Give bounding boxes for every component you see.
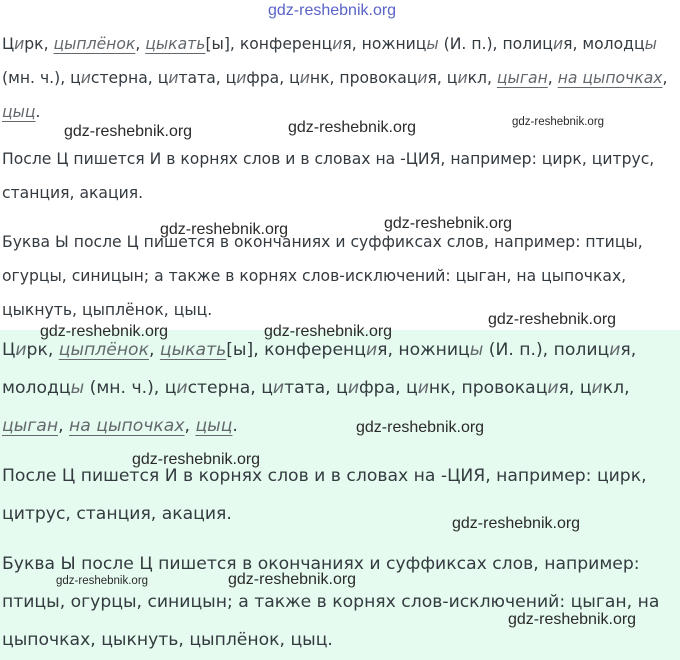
watermark: gdz-reshebnik.org: [384, 215, 513, 232]
watermark: gdz-reshebnik.org: [288, 119, 417, 136]
underlined-word: цыплёнок: [53, 35, 136, 53]
watermark: gdz-reshebnik.org: [228, 571, 357, 588]
text-line: молодцы (мн. ч.), цистерна, цитата, цифра, цинк, провокация, цикл,: [2, 378, 630, 398]
watermark: gdz-reshebnik.org: [488, 311, 617, 328]
watermark: gdz-reshebnik.org: [508, 611, 637, 628]
text-line: Цирк, цыплёнок, цыкать[ы], конференция, ножницы (И. п.), полиция,: [2, 340, 637, 360]
underlined-word: цыц: [195, 416, 233, 436]
rule-paragraph-line: После Ц пишется И в корнях слов и в словах на -ЦИЯ, например: цирк,: [2, 466, 647, 486]
rule-paragraph-line: цыкнуть, цыплёнок, цыц.: [2, 301, 213, 319]
rule-paragraph-line: птицы, огурцы, синицын; а также в корнях слов-исключений: цыган, на: [2, 592, 660, 612]
underlined-word: цыкать: [159, 340, 227, 360]
underlined-word: цыц: [2, 103, 36, 121]
text-line: цыган, на цыпочках, цыц.: [2, 416, 238, 436]
rule-paragraph-line: Буква Ы после Ц пишется в окончаниях и суффиксах слов, например:: [2, 554, 640, 574]
watermark: gdz-reshebnik.org: [64, 123, 193, 140]
underlined-word: цыплёнок: [58, 340, 149, 360]
text-line: (мн. ч.), цистерна, цитата, цифра, цинк, провокация, цикл, цыган, на цыпочках,: [2, 69, 668, 87]
watermark: gdz-reshebnik.org: [56, 575, 149, 587]
watermark: gdz-reshebnik.org: [268, 2, 397, 19]
watermark: gdz-reshebnik.org: [512, 116, 605, 128]
underlined-word: цыкать: [145, 35, 206, 53]
underlined-word: на цыпочках: [69, 416, 185, 436]
watermark: gdz-reshebnik.org: [132, 451, 261, 468]
rule-paragraph-line: огурцы, синицын; а также в корнях слов-исключений: цыган, на цыпочках,: [2, 267, 627, 285]
underlined-word: на цыпочках: [557, 69, 663, 87]
rule-paragraph-line: станция, акация.: [2, 184, 144, 202]
watermark: gdz-reshebnik.org: [40, 323, 169, 340]
rule-paragraph-line: Буква Ы после Ц пишется в окончаниях и суффиксах слов, например: птицы,: [2, 233, 643, 251]
text-line: цыц.: [2, 103, 41, 121]
watermark: gdz-reshebnik.org: [264, 323, 393, 340]
watermark: gdz-reshebnik.org: [356, 419, 485, 436]
rule-paragraph-line: После Ц пишется И в корнях слов и в словах на -ЦИЯ, например: цирк, цитрус,: [2, 150, 655, 168]
rule-paragraph-line: цыпочках, цыкнуть, цыплёнок, цыц.: [2, 630, 333, 650]
underlined-word: цыган: [496, 69, 548, 87]
text-line: Цирк, цыплёнок, цыкать[ы], конференция, ножницы (И. п.), полиция, молодцы: [2, 35, 657, 53]
underlined-word: цыган: [2, 416, 59, 436]
rule-paragraph-line: цитрус, станция, акация.: [2, 504, 232, 524]
watermark: gdz-reshebnik.org: [452, 515, 581, 532]
watermark: gdz-reshebnik.org: [160, 221, 289, 238]
